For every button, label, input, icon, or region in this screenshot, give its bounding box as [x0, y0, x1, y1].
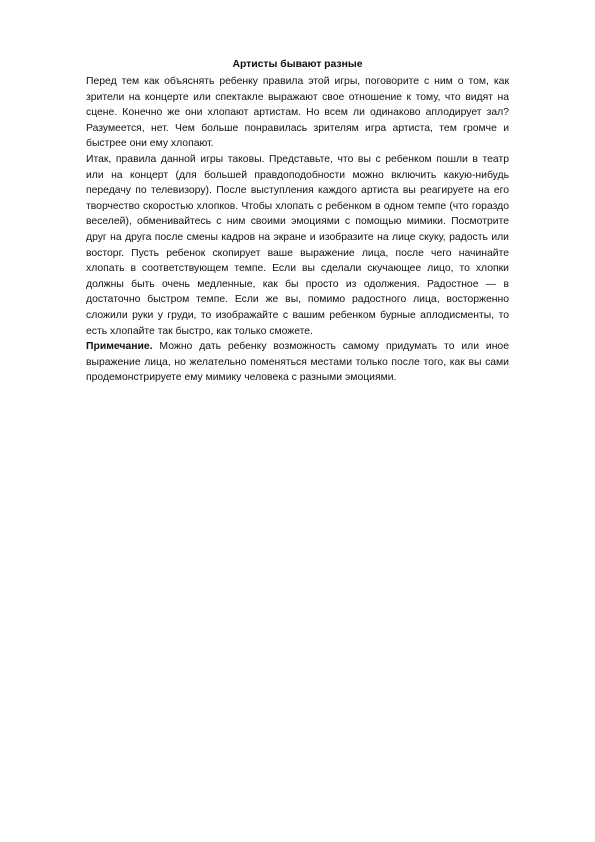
- note-text: Можно дать ребенку возможность самому придумать то или иное выражение лица, но желательно поменяться местами только после того, как вы сами продемонстрируете ему мимику человека с разными эмоциями.: [86, 341, 509, 384]
- paragraph-rules: Итак, правила данной игры таковы. Представьте, что вы с ребенком пошли в театр или на концерт (для большей правдоподобности можно включить какую-нибудь передачу по телевизору). После выступления каждого артиста вы реагируете на его творчество скоростью хлопков. Чтобы хлопать с ребенком в одном темпе (что гораздо веселей), обменивайтесь с ним своими эмоциями с помощью мимики. Посмотрите друг на друга после смены кадров на экране и изобразите на лице скуку, радость или восторг. Пусть ребенок скопирует ваше выражение лица, после чего начинайте хлопать в соответствующем темпе. Если вы сделали скучающее лицо, то хлопки должны быть очень медленные, как бы просто из одолжения. Радостное — в достаточно быстром темпе. Если же вы, помимо радостного лица, восторженно сложили руки у груди, то изображайте с вашим ребенком бурные аплодисменты, то есть хлопайте так быстро, как только сможете.: [86, 153, 509, 337]
- document-title: Артисты бывают разные: [232, 59, 363, 70]
- document-page: [86, 58, 509, 386]
- paragraph-intro: Перед тем как объяснять ребенку правила этой игры, поговорите с ним о том, как зрители на концерте или спектакле выражают свое отношение к тому, что видят на сцене. Конечно же они хлопают артистам. Но всем ли одинаково аплодирует зал? Разумеется, нет. Чем больше понравилась зрителям игра артиста, тем громче и быстрее они ему хлопают.: [86, 76, 509, 150]
- paragraph-note: [86, 339, 509, 386]
- note-label: Примечание.: [86, 341, 153, 353]
